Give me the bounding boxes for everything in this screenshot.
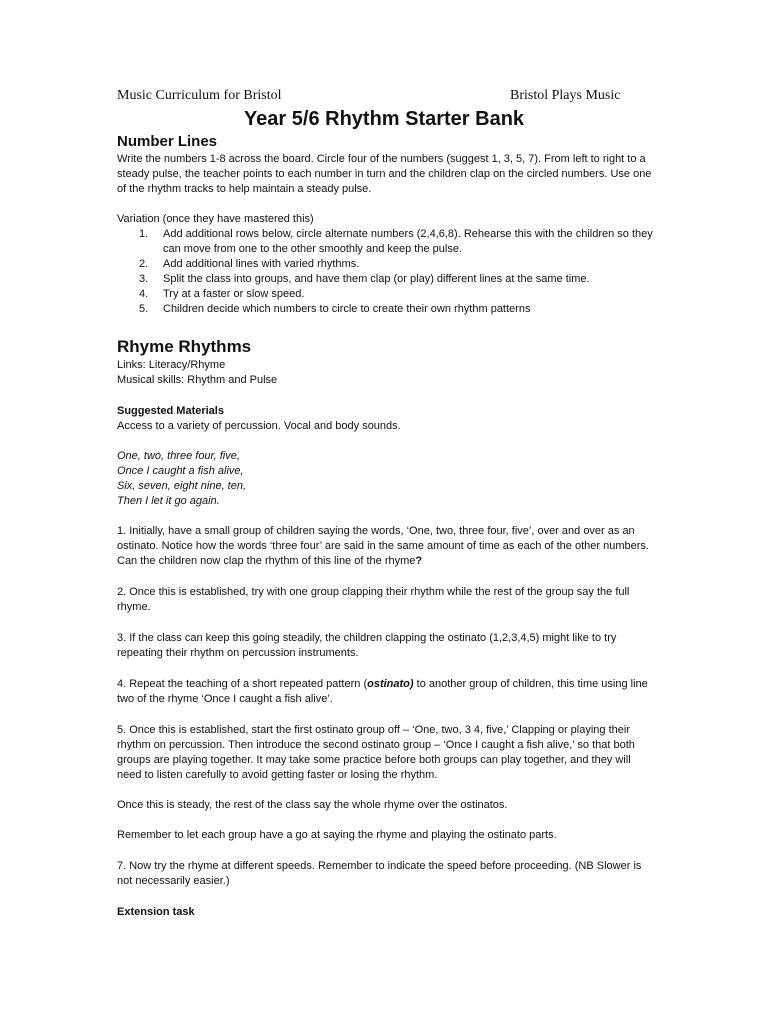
materials-text: Access to a variety of percussion. Vocal and body sounds. (117, 420, 401, 432)
step-4 (117, 677, 657, 707)
page-title: Year 5/6 Rhythm Starter Bank (243, 108, 525, 130)
poem-line: Then I let it go again. (117, 495, 220, 507)
step-2: 2. Once this is established, try with one group clapping their rhythm while the rest of the group say the full rhyme. (117, 586, 630, 613)
document-body (117, 132, 657, 920)
step-4-text-c: to another group of children, this time using line two of the rhyme ‘Once I caught a fish alive’. (117, 678, 648, 705)
step-4-ostinato: ostinato) (367, 678, 414, 690)
list-item-text: Add additional lines with varied rhythms. (163, 258, 360, 270)
materials-heading: Suggested Materials (117, 405, 224, 417)
poem-line: Six, seven, eight nine, ten, (117, 480, 247, 492)
list-item-number: 5. (139, 303, 149, 315)
list-item (117, 227, 657, 257)
list-item (117, 287, 657, 302)
links-line: Links: Literacy/Rhyme (117, 359, 226, 371)
list-item (117, 302, 657, 317)
variation-label: Variation (once they have mastered this) (117, 213, 314, 225)
list-item-number: 2. (139, 258, 149, 270)
number-lines-intro: Write the numbers 1-8 across the board. Circle four of the numbers (suggest 1, 3, 5, 7). From left to right to a steady pulse, the teacher points to each number in turn and the children clap on the circled numbers. Use one of the rhythm tracks to help maintain a steady pulse. (117, 153, 652, 195)
rhyme-poem (117, 449, 657, 509)
extension-heading: Extension task (117, 906, 195, 918)
list-item-text: Add additional rows below, circle alternate numbers (2,4,6,8). Rehearse this with the children so they can move from one to the other smoothly and keep the pulse. (163, 228, 653, 255)
list-item-number: 1. (139, 228, 149, 240)
remember-note: Remember to let each group have a go at saying the rhyme and playing the ostinato parts. (117, 829, 557, 841)
list-item-text: Children decide which numbers to circle to create their own rhythm patterns (163, 303, 531, 315)
poem-line: Once I caught a fish alive, (117, 465, 244, 477)
list-item-text: Split the class into groups, and have them clap (or play) different lines at the same time. (163, 273, 590, 285)
variation-list (117, 227, 657, 317)
header-right: Bristol Plays Music (510, 88, 621, 103)
header-left: Music Curriculum for Bristol (117, 88, 282, 103)
step-7: 7. Now try the rhyme at different speeds. Remember to indicate the speed before proceeding. (NB Slower is not necessarily easier.) (117, 860, 642, 887)
skills-line: Musical skills: Rhythm and Pulse (117, 374, 278, 386)
step-1-text: 1. Initially, have a small group of children saying the words, ‘One, two, three four, five’, over and over as an ostinato. Notice how the words ‘three four’ are said in the same amount of time as each of the other numbers. Can the children now clap the rhythm of this line of the rhyme (117, 525, 649, 567)
list-item (117, 257, 657, 272)
steady-note: Once this is steady, the rest of the class say the whole rhyme over the ostinatos. (117, 799, 508, 811)
poem-line: One, two, three four, five, (117, 450, 240, 462)
rhyme-rhythms-heading: Rhyme Rhythms (117, 337, 252, 356)
step-3: 3. If the class can keep this going steadily, the children clapping the ostinato (1,2,3,4,5) might like to try repeating their rhythm on percussion instruments. (117, 632, 617, 659)
step-5: 5. Once this is established, start the first ostinato group off – ‘One, two, 3 4, five,’ Clapping or playing their rhythm on percussion. Then introduce the second ostinato group – ‘Once I caught a fish alive,’ so that both groups are playing together. It may take some practice before both groups can play together, and they will need to listen carefully to avoid getting faster or losing the rhythm. (117, 724, 635, 781)
list-item-number: 3. (139, 273, 149, 285)
number-lines-heading: Number Lines (117, 133, 218, 150)
step-1-question-mark: ? (415, 555, 423, 567)
step-4-text-a: 4. Repeat the teaching of a short repeated pattern ( (117, 678, 368, 690)
list-item-number: 4. (139, 288, 149, 300)
list-item-text: Try at a faster or slow speed. (163, 288, 305, 300)
step-1 (117, 524, 657, 569)
list-item (117, 272, 657, 287)
